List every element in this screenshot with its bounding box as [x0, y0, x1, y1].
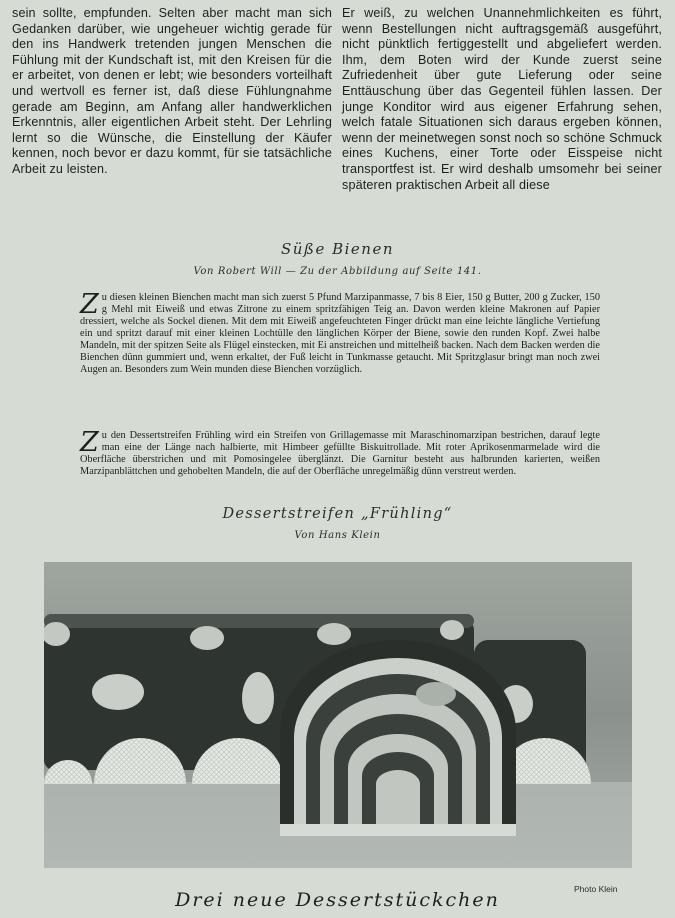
left-column [12, 6, 332, 206]
photo-caption: Drei neue Dessertstückchen [175, 889, 500, 911]
photo-credit: Photo Klein [574, 884, 618, 894]
recipe1-title: Süße Bienen [281, 240, 394, 258]
recipe1-byline: Von Robert Will — Zu der Abbildung auf Seite 141. [193, 266, 482, 277]
recipe2-body [80, 427, 600, 478]
recipe2-text: u den Dessertstreifen Frühling wird ein Streifen von Grillagemasse mit Maraschinomarzipan bestrichen, darauf legte man eine der Länge nach halbierte, mit Himbeer gefüllte Biskuitrollade. Mit roter Aprikosenmarmelade wird die Oberfläche überstrichen und mit Pomosingelee überglänzt. Die Garnitur besteht aus halbrunden karierten, weißen Marzipanblättchen und gehobelten Mandeln, die auf der Oberfläche unregelmäßig dünn verstreut werden. [80, 430, 600, 477]
right-column [342, 6, 662, 206]
right-column-text: Er weiß, zu welchen Unannehmlichkeiten es führt, wenn Bestellungen nicht auftragsgemäß ausgeführt, nicht pünktlich fertiggestellt und abgeliefert werden. Ihm, dem Boten wird der Kunde zuerst seine Zufriedenheit über gute Lieferung oder seine Enttäuschung über das Gegenteil fühlen lassen. Der junge Konditor wird aus eigener Erfahrung sehen, welch fatale Situationen sich daraus ergeben können, wenn der meinetwegen sonst noch so schöne Schmuck eines Kuchens, einer Torte oder Eisspeise nicht transportfest ist. Er wird deshalb umsomehr bei seiner späteren praktischen Arbeit all diese [342, 6, 662, 192]
recipe2-byline: Von Hans Klein [294, 530, 381, 541]
recipe1-drop-cap: Z [80, 289, 99, 320]
left-column-text: sein sollte, empfunden. Selten aber macht man sich Gedanken darüber, wie ungeheuer wichtig gerade für den ins Handwerk tretenden jungen Menschen die Fühlung mit der Kundschaft ist, mit den Kreisen für die er arbeitet, von denen er lebt; wie besonders vorteilhaft und wertvoll es ferner ist, daß diese Fühlungnahme gerade am Beginn, am Anfang aller handwerklichen Erkenntnis, aller eigentlichen Arbeit steht. Der Lehrling lernt so die Wünsche, die Einstellung der Käufer kennen, noch bevor er dazu kommt, für sie tatsächliche Arbeit zu leisten. [12, 6, 332, 176]
article-columns [12, 6, 662, 206]
recipe2-drop-cap: Z [80, 427, 99, 458]
dessert-illustration [44, 562, 632, 868]
dessert-photo [44, 562, 632, 868]
recipe1-text: u diesen kleinen Bienchen macht man sich zuerst 5 Pfund Marzipanmasse, 7 bis 8 Eier, 150 g Butter, 200 g Zucker, 150 g Mehl mit Eiweiß und etwas Zitrone zu einem spritzfähigen Teig an. Davon werden kleine Makronen auf Papier dressiert, welche als Sockel dienen. Mit dem mit Eiweiß angefeuchteten Finger drückt man eine leichte längliche Vertiefung ein und spritzt darauf mit einer kleinen Lochtülle den länglichen Körper der Biene, sowie den runden Kopf. Zwei halbe Mandeln, mit der spitzen Seite als Flügel einstecken, mit Ei anstreichen und mittelheiß backen. Nach dem Backen werden die Bienchen dünn gummiert und, wenn erkaltet, der Fuß leicht in Tunkmasse getaucht. Mit Spritzglasur bringt man noch zwei Augen an. Besonders zum Wein munden diese Bienchen vorzüglich. [80, 292, 600, 375]
recipe1-body [80, 289, 600, 376]
recipe2-title: Dessertstreifen „Frühling“ [222, 506, 453, 522]
